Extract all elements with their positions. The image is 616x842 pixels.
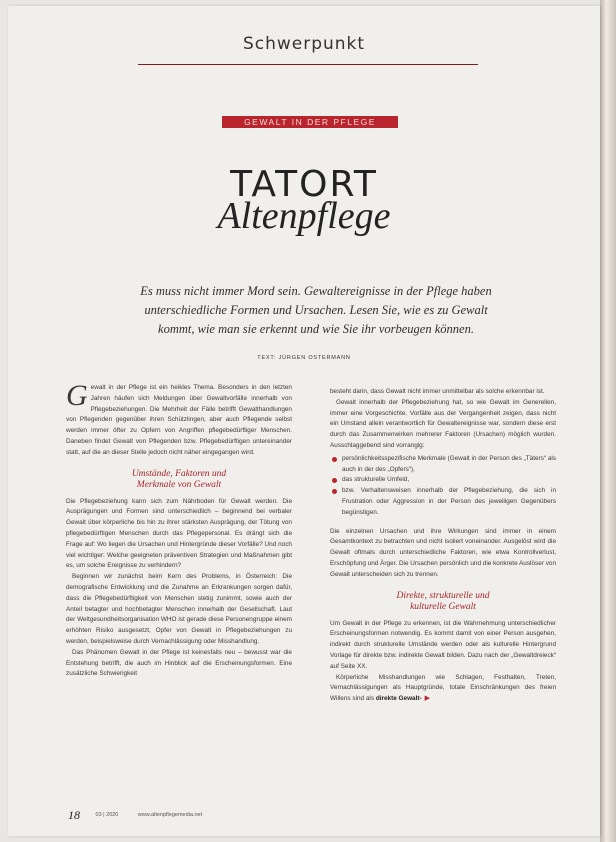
article-title: TATORT: [230, 164, 378, 205]
body-paragraph: Beginnen wir zunächst beim Kern des Problems, in Österreich: Die demografische Entwicklung und die Zunahme an Erkrankungen sorgen dafür, dass die Pflegebedürftigkeit von Menschen stetig zunimmt, sowie auch der Anteil betagter und hochbetagter Menschen innerhalb der Gesellschaft. Laut der Weltgesundheitsorganisation WHO ist gerade diese Personengruppe einem erhöhten Risiko ausgesetzt, Opfer von Gewalt in Pflegebeziehungen zu werden, beispielsweise durch Vernachlässigung oder Misshandlung.: [66, 573, 292, 645]
intro-text: ewalt in der Pflege ist ein heikles Thema. Besonders in den letzten Jahren häufen sich Meldungen über Gewaltvorfälle innerhalb von Pflegebeziehungen. Die Mehrheit der Fälle betrifft Gewalthandlungen von Pflegenden gegenüber ihren Schützlingen, aber auch Pflegende selbst werden immer öfter zu Opfern von Angriffen pflegebedürftiger Menschen. Daneben findet Gewalt von Pflegenden bzw. Pflegebedürftigen untereinander statt, auf die an dieser Stelle jedoch nicht näher eingegangen wird.: [66, 384, 292, 456]
kicker-badge: GEWALT IN DER PFLEGE: [222, 116, 398, 128]
body-paragraph: Gewalt innerhalb der Pflegebeziehung hat, so wie Gewalt im Generellen, immer eine Vorgeschichte. Vorfälle aus der Vergangenheit zeigen, dass nicht ein Umstand allein verantwortlich für Gewaltereignisse war, sondern diese erst durch das Zusammenwirken mehrerer Faktoren (Ursachen) möglich wurden. Ausschlaggebend sind vorrangig:: [330, 398, 556, 449]
footer-url: www.altenpflegemedia.net: [137, 812, 203, 819]
right-column: [330, 387, 556, 705]
body-paragraph: besteht darin, dass Gewalt nicht immer unmittelbar als solche erkennbar ist.: [330, 388, 545, 395]
body-paragraph: Um Gewalt in der Pflege zu erkennen, ist die Wahrnehmung unterschiedlicher Erscheinungsformen notwendig. Es kommt damit von einer Person ausgehen, indirekt durch strukturelle Umstände werden oder als kulturelle Hintergrund Vorlage für direkte bzw. indirekte Gewalt bilden. Dazu nach der „Gewaltdreieck“ auf Seite XX.: [330, 619, 556, 670]
page-spine-shadow: [600, 0, 616, 842]
list-item: bzw. Verhaltensweisen innerhalb der Pflegebeziehung, die sich in Frustration oder Aggression in der Person des jeweiligen Gegenübers begünstigen.: [330, 486, 556, 518]
body-paragraph: Das Phänomen Gewalt in der Pflege ist keinesfalls neu – bewusst war die Entstehung betrifft, die auch im Hinblick auf die Erscheinungsformen. Eine zusätzliche Schwierigkeit: [66, 648, 292, 678]
page-number: 18: [68, 808, 80, 822]
article-subtitle: Altenpflege: [217, 195, 391, 237]
bold-term: direkte Gewalt-: [375, 695, 422, 703]
article-lead: Es muss nicht immer Mord sein. Gewaltereignisse in der Pflege haben unterschiedliche Formen und Ursachen. Lesen Sie, wie es zu Gewalt kommt, wie man sie erkennt und wie Sie ihr vorbeugen können.: [140, 284, 492, 336]
subheading-line: Umstände, Faktoren und: [131, 468, 227, 479]
body-paragraph: Die einzelnen Ursachen und ihre Wirkungen sind immer in einem Gesamtkontext zu betrachten und nicht isoliert voneinander. Ausgelöst wird die Gewalt oftmals durch unterschiedliche Faktoren, wie etwa Kontrollverlust, Erschöpfung und Ärger. Die Ursachen persönlich und die konkrete Auslöser von Gewalt unterscheiden sich zu trennen.: [330, 527, 556, 578]
list-item: persönlichkeitsspezifische Merkmale (Gewalt in der Person des „Täters“ als auch in der des „Opfers“),: [330, 454, 556, 476]
list-item: das strukturelle Umfeld,: [330, 475, 556, 486]
body-text: Körperliche Misshandlungen wie Schlagen, Festhalten, Treten, Vernachlässigungen als Hauptgründe, totale Einschränkungen des freien Willens sind als: [330, 673, 556, 703]
subheading-causes: [66, 469, 292, 491]
subheading-line: Direkte, strukturelle und: [396, 590, 490, 601]
section-divider: [138, 64, 478, 65]
section-label: Schwerpunkt: [242, 34, 366, 54]
factor-list: [330, 454, 556, 519]
issue-label: 03 | 2020: [95, 812, 119, 819]
subheading-line: Merkmale von Gewalt: [136, 479, 222, 490]
page-footer: [68, 808, 328, 822]
drop-cap: G: [66, 379, 88, 412]
left-column: [66, 379, 292, 680]
subheading-line: kulturelle Gewalt: [410, 601, 476, 612]
byline: TEXT: JÜRGEN OSTERMANN: [257, 355, 351, 361]
body-paragraph: [330, 673, 556, 705]
body-paragraph: Die Pflegebeziehung kann sich zum Nährboden für Gewalt werden. Die Ausprägungen und Formen sind unterschiedlich – beginnend bei verbaler Gewalt über körperliche bis hin zu ihrer stärksten Ausprägung, der Tötung von pflegebedürftigen Menschen durch das Pflegepersonal. Es drängt sich die Frage auf: Wo liegen die Ursachen und Hintergründe dieser Vorfälle? Und noch viel wichtiger: Welche geeigneten präventiven Strategien und Maßnahmen gibt es, um solche Ereignisse zu verhindern?: [66, 497, 292, 570]
continue-arrow-icon: ▶: [424, 695, 431, 703]
intro-paragraph: [66, 379, 292, 459]
subheading-forms: [330, 591, 556, 613]
magazine-page: [8, 6, 600, 836]
